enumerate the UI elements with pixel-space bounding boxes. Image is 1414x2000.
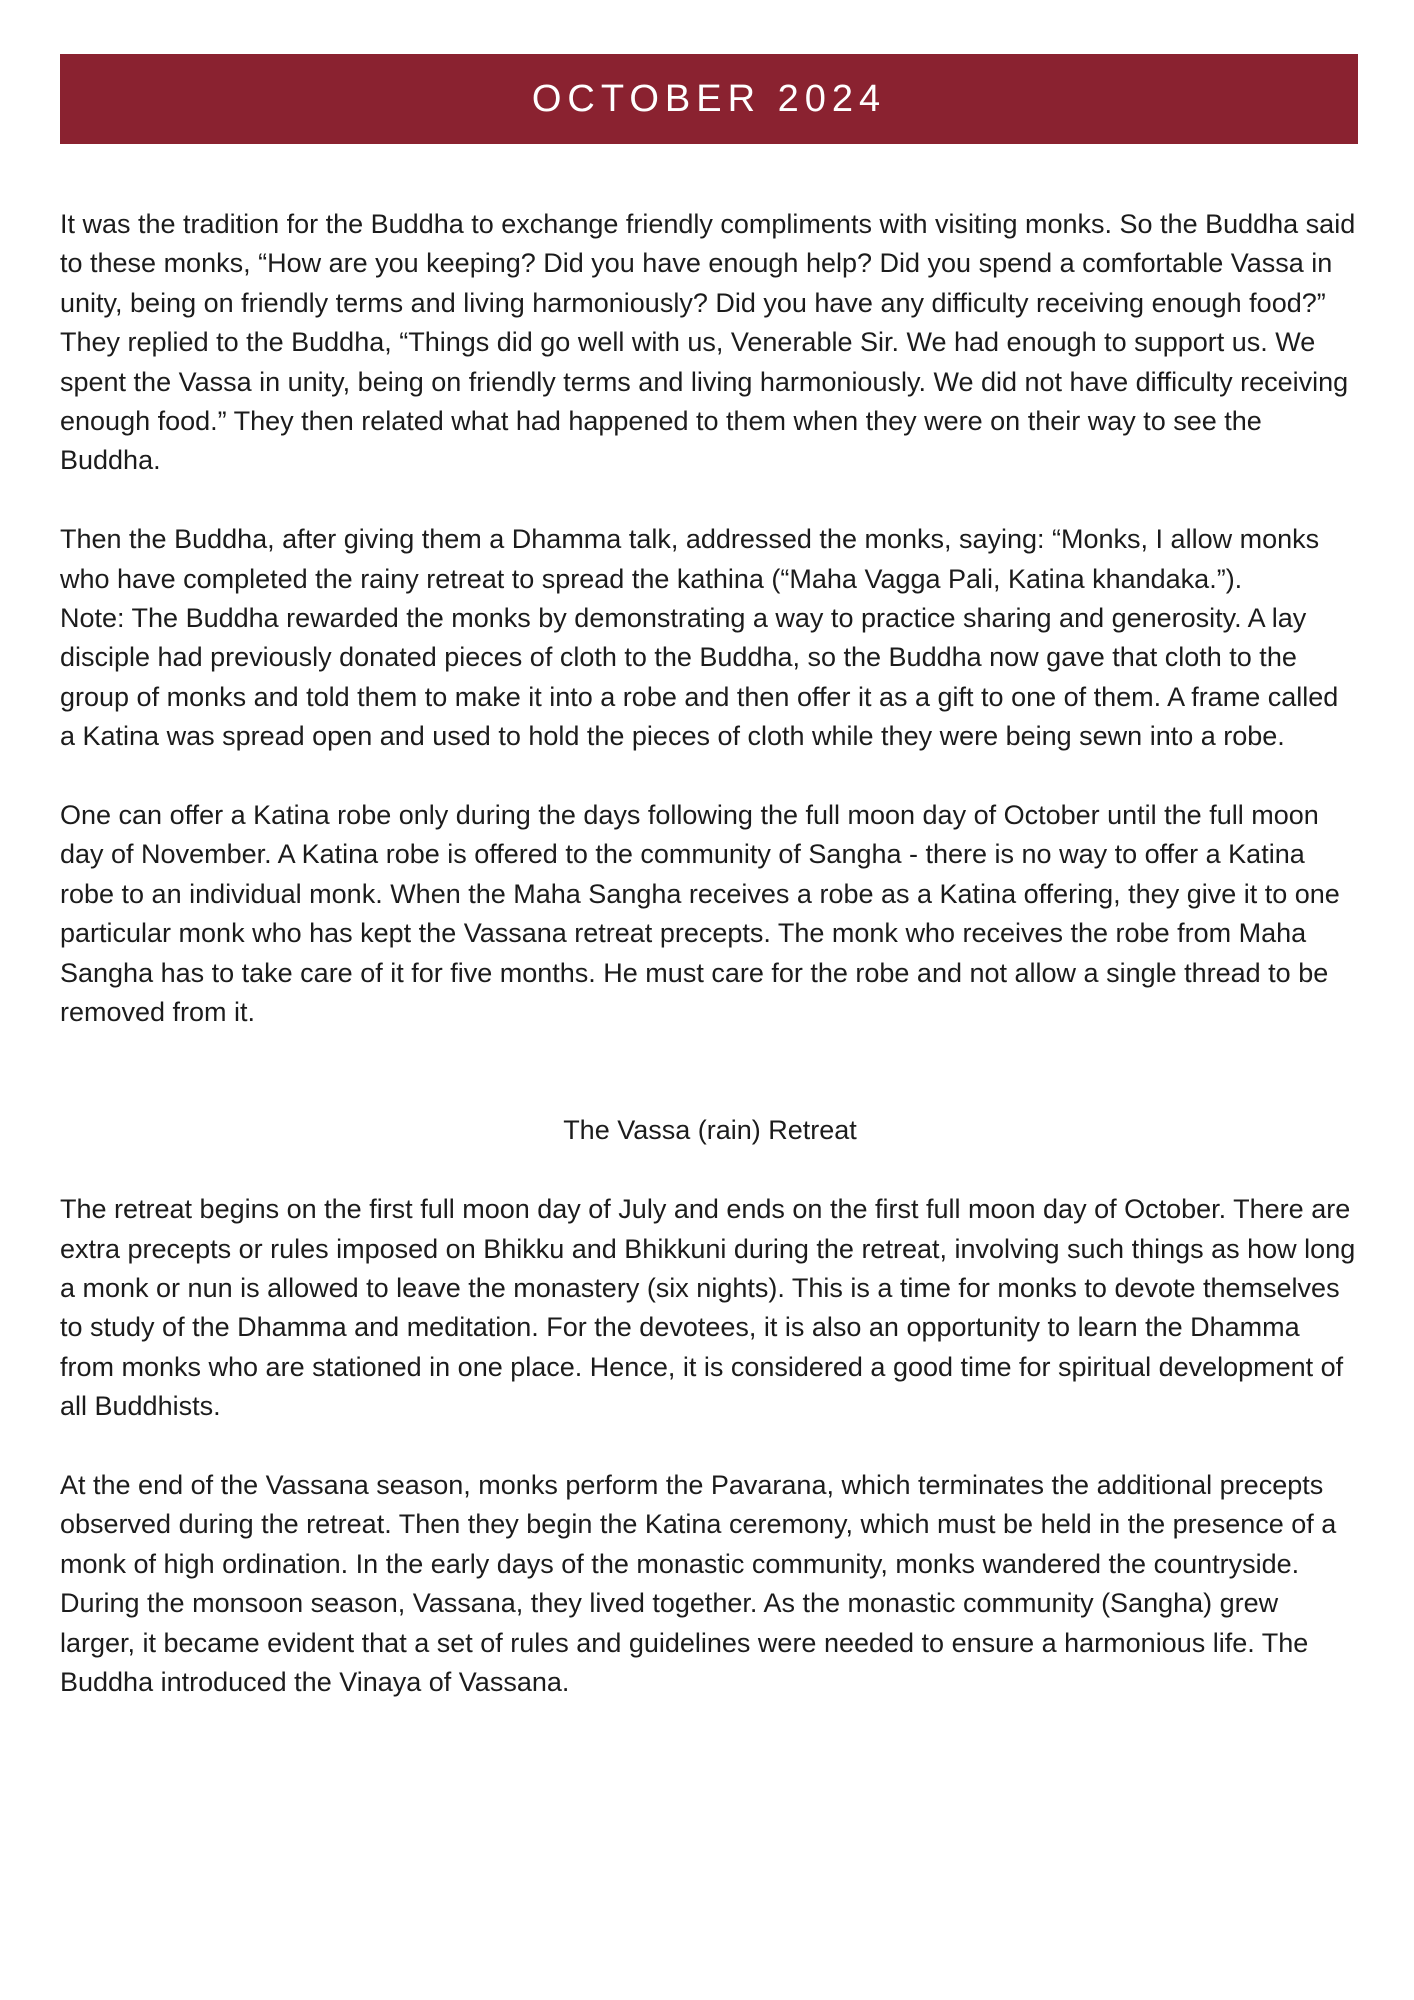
paragraph-spacer [60, 481, 1360, 520]
paragraph-buddha-greeting: It was the tradition for the Buddha to exchange friendly compliments with visiting monks. So the Buddha said to these monks, “How are you keeping? Did you have enough help? Did you spend a comfortable Vassa in unity, being on friendly terms and living harmoniously? Did you have any difficulty receiving enough food?” They replied to the Buddha, “Things did go well with us, Venerable Sir. We had enough to support us. We spent the Vassa in unity, being on friendly terms and living harmoniously. We did not have difficulty receiving enough food.” They then related what had happened to them when they were on their way to see the Buddha. [60, 209, 1356, 476]
header-banner [60, 54, 1358, 144]
paragraph-pavarana: At the end of the Vassana season, monks perform the Pavarana, which terminates the additional precepts observed during the retreat. Then they begin the Katina ceremony, which must be held in the presence of a monk of high ordination. In the early days of the monastic community, monks wandered the countryside. During the monsoon season, Vassana, they lived together. As the monastic community (Sangha) grew larger, it became evident that a set of rules and guidelines were needed to ensure a harmonious life. The Buddha introduced the Vinaya of Vassana. [60, 1469, 1337, 1697]
paragraph-katina-robe: One can offer a Katina robe only during the days following the full moon day of October until the full moon day of November. A Katina robe is offered to the community of Sangha - there is no way to offer a Katina robe to an individual monk. When the Maha Sangha receives a robe as a Katina offering, they give it to one particular monk who has kept the Vassana retreat precepts. The monk who receives the robe from Maha Sangha has to take care of it for five months. He must care for the robe and not allow a single thread to be removed from it. [60, 800, 1340, 1028]
paragraph-spacer [60, 1151, 1360, 1190]
paragraph-note: Note: The Buddha rewarded the monks by demonstrating a way to practice sharing and generosity. A lay disciple had previously donated pieces of cloth to the Buddha, so the Buddha now gave that cloth to the group of monks and told them to make it into a robe and then offer it as a gift to one of them. A frame called a Katina was spread open and used to hold the pieces of cloth while they were being sewn into a robe. [60, 603, 1339, 752]
section-heading: The Vassa (rain) Retreat [563, 1115, 857, 1146]
paragraph-dhamma-talk: Then the Buddha, after giving them a Dhamma talk, addressed the monks, saying: “Monks, I allow monks who have completed the rainy retreat to spread the kathina (“Maha Vagga Pali, Katina khandaka.”). [60, 524, 1320, 594]
paragraph-spacer [60, 1427, 1360, 1466]
paragraph-retreat: The retreat begins on the first full moon day of July and ends on the first full moon day of October. There are extra precepts or rules imposed on Bhikku and Bhikkuni during the retreat, involving such things as how long a monk or nun is allowed to leave the monastery (six nights). This is a time for monks to devote themselves to study of the Dhamma and meditation. For the devotees, it is also an opportunity to learn the Dhamma from monks who are stationed in one place. Hence, it is considered a good time for spiritual development of all Buddhists. [60, 1194, 1356, 1422]
section-spacer [60, 1033, 1360, 1112]
page-title: OCTOBER 2024 [531, 77, 887, 120]
article-body [60, 205, 1360, 1702]
paragraph-spacer [60, 757, 1360, 796]
